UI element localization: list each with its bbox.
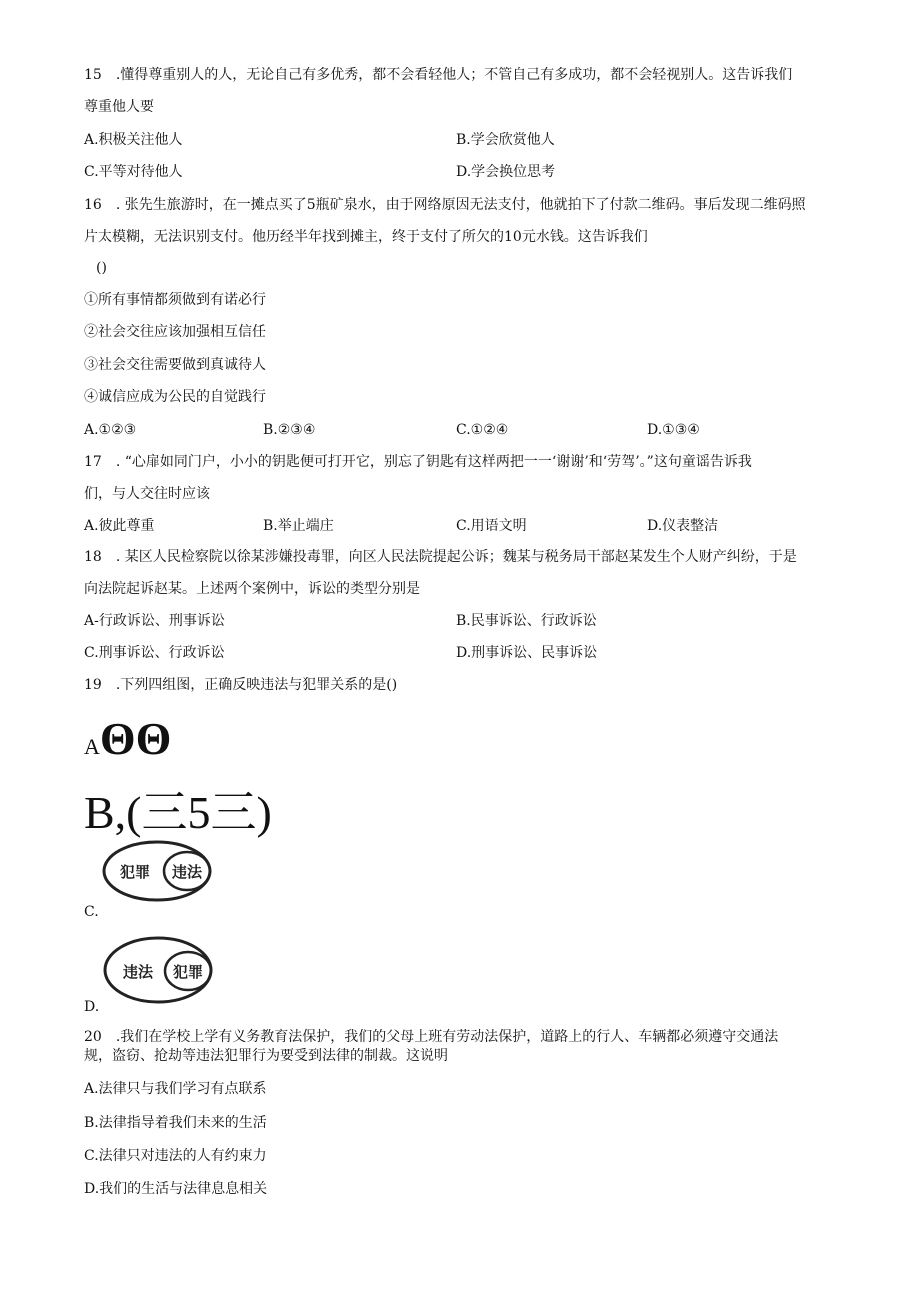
q18-option-d[interactable]: D.刑事诉讼、民事诉讼 (456, 645, 598, 661)
venn-d-inner-label: 犯罪 (172, 963, 204, 981)
q15-stem-line2: 尊重他人要 (84, 99, 154, 115)
venn-c-inner-label: 违法 (171, 863, 203, 881)
q17-stem-line2: 们，与人交往时应该 (84, 486, 210, 502)
q19-option-c-diagram[interactable] (102, 840, 214, 902)
q19-option-a[interactable] (84, 712, 171, 765)
q16-option-a[interactable]: A.①②③ (84, 422, 137, 438)
q19-option-a-figure: ΘΘ (99, 713, 172, 764)
q18-option-b[interactable]: B.民事诉讼、行政诉讼 (456, 613, 597, 629)
q20-option-d[interactable]: D.我们的生活与法律息息相关 (84, 1181, 268, 1197)
q16-stem-line2: 片太模糊，无法识别支付。他历经半年找到摊主，终于支付了所欠的10元水钱。这告诉我们 (84, 229, 648, 245)
q15-stem-line1: 15 .懂得尊重别人的人，无论自己有多优秀，都不会看轻他人；不管自己有多成功，都不会轻视别人。这告诉我们 (84, 67, 793, 83)
q16-statement-4: ④诚信应成为公民的自觉践行 (84, 389, 266, 405)
q16-statement-3: ③社会交往需要做到真诚待人 (84, 357, 266, 373)
q19-option-b[interactable]: B,(三5三) (84, 787, 272, 838)
q15-option-a[interactable]: A.积极关注他人 (84, 132, 183, 148)
venn-d-graphic (102, 935, 214, 1005)
q18-stem-line2: 向法院起诉赵某。上述两个案例中，诉讼的类型分别是 (84, 581, 420, 597)
q15-option-c[interactable]: C.平等对待他人 (84, 164, 183, 180)
q16-option-b[interactable]: B.②③④ (263, 422, 316, 438)
venn-d-outer-label: 违法 (122, 963, 154, 981)
q19-stem: 19 .下列四组图，正确反映违法与犯罪关系的是() (84, 677, 398, 693)
q20-option-b[interactable]: B.法律指导着我们未来的生活 (84, 1115, 267, 1131)
q16-option-d[interactable]: D.①③④ (647, 422, 700, 438)
q20-stem-line2: 规，盗窃、抢劫等违法犯罪行为要受到法律的制裁。这说明 (84, 1048, 448, 1064)
q18-option-c[interactable]: C.刑事诉讼、行政诉讼 (84, 645, 225, 661)
q19-option-c-letter: C. (84, 904, 99, 920)
q17-option-d[interactable]: D.仪表整洁 (647, 518, 719, 534)
venn-c-graphic (102, 840, 214, 902)
q20-stem-line1: 20 .我们在学校上学有义务教育法保护，我们的父母上班有劳动法保护，道路上的行人、车辆都必须遵守交通法 (84, 1029, 779, 1045)
q15-option-d[interactable]: D.学会换位思考 (456, 164, 556, 180)
q17-option-b[interactable]: B.举止端庄 (263, 518, 334, 534)
q15-option-b[interactable]: B.学会欣赏他人 (456, 132, 555, 148)
q20-option-a[interactable]: A.法律只与我们学习有点联系 (84, 1081, 267, 1097)
q18-option-a[interactable]: A-行政诉讼、刑事诉讼 (84, 613, 225, 629)
q19-option-a-letter: A (84, 734, 100, 759)
q17-option-a[interactable]: A.彼此尊重 (84, 518, 155, 534)
q16-stem-line1: 16 . 张先生旅游时，在一摊点买了5瓶矿泉水，由于网络原因无法支付，他就拍下了付款二维码。事后发现二维码照 (84, 197, 806, 213)
q16-statement-1: ①所有事情都须做到有诺必行 (84, 292, 266, 308)
venn-c-outer-label: 犯罪 (119, 863, 151, 881)
q19-option-d-diagram[interactable] (102, 935, 214, 997)
q16-option-c[interactable]: C.①②④ (456, 422, 509, 438)
q20-option-c[interactable]: C.法律只对违法的人有约束力 (84, 1148, 267, 1164)
q16-statement-2: ②社会交往应该加强相互信任 (84, 324, 266, 340)
q17-option-c[interactable]: C.用语文明 (456, 518, 527, 534)
q18-stem-line1: 18 . 某区人民检察院以徐某涉嫌投毒罪，向区人民法院提起公诉；魏某与税务局干部赵某发生个人财产纠纷，于是 (84, 549, 797, 565)
q16-answer-paren: () (96, 260, 107, 276)
q19-option-d-letter: D. (84, 999, 100, 1015)
q17-stem-line1: 17 . “心扉如同门户，小小的钥匙便可打开它，别忘了钥匙有这样两把一一‘谢谢’和‘劳驾’。”这句童谣告诉我 (84, 454, 752, 470)
